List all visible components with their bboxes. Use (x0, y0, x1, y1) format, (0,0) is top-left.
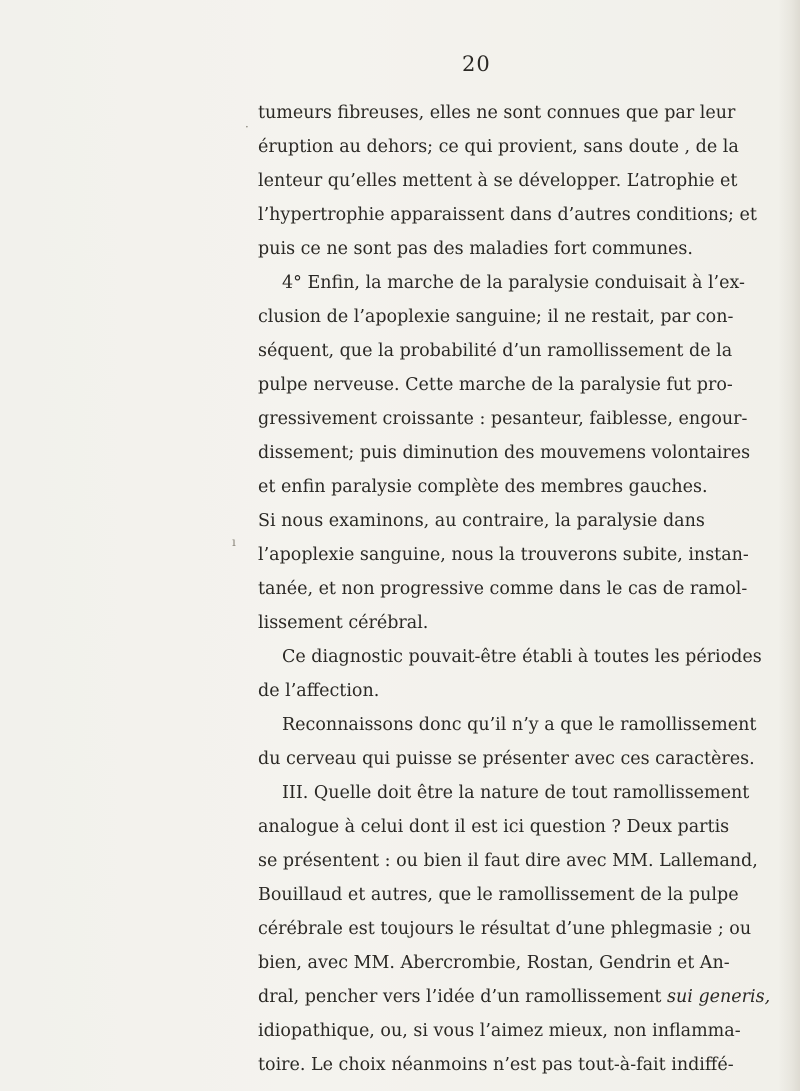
text-line: puis ce ne sont pas des maladies fort communes. (258, 239, 693, 259)
margin-speck: · (245, 120, 249, 134)
text-line: l’apoplexie sanguine, nous la trouverons subite, instan- (258, 545, 749, 565)
text-line: tanée, et non progressive comme dans le cas de ramol- (258, 579, 748, 599)
text-line: analogue à celui dont il est ici question ? Deux partis (258, 817, 730, 837)
text-line: idiopathique, ou, si vous l’aimez mieux, non inflamma- (258, 1021, 741, 1041)
text-line: lenteur qu’elles mettent à se développer. L’atrophie et (258, 171, 738, 191)
text-line: éruption au dehors; ce qui provient, sans doute , de la (258, 137, 739, 157)
text-line: du cerveau qui puisse se présenter avec ces caractères. (258, 749, 755, 769)
page-edge-shadow (778, 0, 800, 1091)
text-line: se présentent : ou bien il faut dire avec MM. Lallemand, (258, 851, 758, 871)
text-line: bien, avec MM. Abercrombie, Rostan, Gendrin et An- (258, 953, 730, 973)
italic-phrase: sui generis, (667, 987, 771, 1007)
text-line: cérébrale est toujours le résultat d’une phlegmasie ; ou (258, 919, 752, 939)
page-number: 20 (462, 52, 491, 76)
text-line: III. Quelle doit être la nature de tout ramollissement (282, 783, 750, 803)
text-line-segment: dral, pencher vers l’idée d’un ramollissement (258, 987, 662, 1007)
body-text (258, 96, 771, 1082)
text-line: Bouillaud et autres, que le ramollissement de la pulpe (258, 885, 739, 905)
text-line: lissement cérébral. (258, 613, 429, 633)
text-line-with-italic (258, 980, 771, 1014)
text-line: séquent, que la probabilité d’un ramollissement de la (258, 341, 733, 361)
margin-speck: ı (232, 535, 236, 549)
text-line: Si nous examinons, au contraire, la paralysie dans (258, 511, 705, 531)
text-line: de l’affection. (258, 681, 380, 701)
text-line: l’hypertrophie apparaissent dans d’autres conditions; et (258, 205, 757, 225)
text-line: 4° Enfin, la marche de la paralysie conduisait à l’ex- (282, 273, 745, 293)
text-line: toire. Le choix néanmoins n’est pas tout-à-fait indiffé- (258, 1055, 734, 1075)
text-line: gressivement croissante : pesanteur, faiblesse, engour- (258, 409, 748, 429)
text-line: et enfin paralysie complète des membres gauches. (258, 477, 708, 497)
text-line: Reconnaissons donc qu’il n’y a que le ramollissement (282, 715, 757, 735)
text-line: pulpe nerveuse. Cette marche de la paralysie fut pro- (258, 375, 733, 395)
text-line: clusion de l’apoplexie sanguine; il ne restait, par con- (258, 307, 734, 327)
text-line: Ce diagnostic pouvait-être établi à toutes les périodes (282, 647, 762, 667)
text-line: dissement; puis diminution des mouvemens volontaires (258, 443, 751, 463)
text-line: tumeurs fibreuses, elles ne sont connues que par leur (258, 103, 736, 123)
